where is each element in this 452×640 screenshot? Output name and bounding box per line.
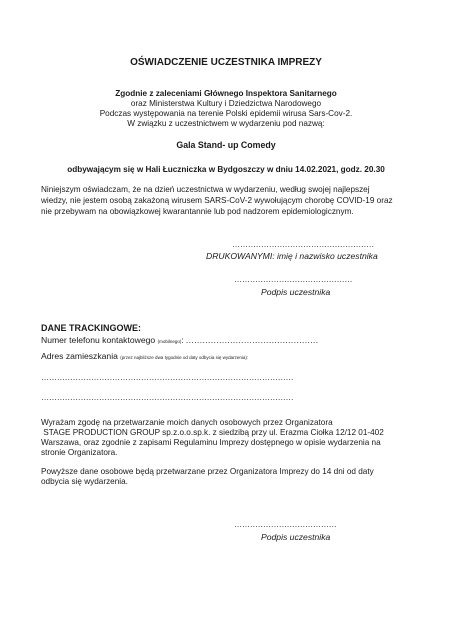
declaration-line-1: Niniejszym oświadczam, że na dzień uczestnictwa w wydarzeniu, według swojej najlepszej	[41, 185, 370, 194]
signature-label-1: Podpis uczestnika	[261, 287, 331, 297]
retention-line-1: Powyższe dane osobowe będą przetwarzane przez Organizatora Imprezy do 14 dni od daty	[41, 467, 374, 476]
intro-line-2: oraz Ministerstwa Kultury i Dziedzictwa Narodowego	[130, 99, 322, 108]
phone-row	[41, 335, 318, 345]
address-label: Adres zamieszkania	[41, 351, 118, 361]
event-name: Gala Stand- up Comedy	[176, 140, 276, 150]
address-field-line-1: ……………………………………………………………………………………	[41, 373, 294, 382]
declaration-line-3: nie przebywam na obowiązkowej kwarantannie lub pod nadzorem epidemiologicznym.	[41, 207, 354, 216]
name-signature-line: ………………………………………………	[232, 240, 374, 249]
consent-line-3: Warszawa, oraz zgodnie z zapisami Regulaminu Imprezy dostępnego w opisie wydarzenia na	[41, 438, 381, 447]
intro-line-3: Podczas występowania na terenie Polski epidemii wirusa Sars-Cov-2.	[99, 109, 353, 118]
signature-line-1: ………………………………………	[234, 275, 353, 284]
consent-line-2: STAGE PRODUCTION GROUP sp.z.o.o.sp.k. z siedzibą przy ul. Erazma Ciołka 12/12 01-402	[41, 428, 384, 437]
phone-field: : …………………………………………	[181, 335, 319, 345]
consent-line-1: Wyrażam zgodę na przetwarzanie moich danych osobowych przez Organizatora	[41, 418, 333, 427]
intro-line-1: Zgodnie z zaleceniami Głównego Inspektora Sanitarnego	[115, 89, 337, 98]
signature-label-2: Podpis uczestnika	[261, 532, 331, 542]
phone-label: Numer telefonu kontaktowego	[41, 335, 156, 345]
declaration-line-2: wiedzy, nie jestem osobą zakażoną wirusem SARS-CoV-2 wywołującym chorobę COVID-19 oraz	[41, 196, 393, 205]
address-hint: (przez najbliższe dwa tygodnie od daty odbycia się wydarzenia):	[120, 355, 249, 360]
address-row	[41, 351, 248, 361]
signature-line-2: …………………………………	[234, 520, 337, 529]
tracking-heading: DANE TRACKINGOWE:	[41, 323, 141, 333]
name-signature-label: DRUKOWANYMI: imię i nazwisko uczestnika	[206, 251, 378, 261]
retention-line-2: odbycia się wydarzenia.	[41, 477, 128, 486]
document-title: OŚWIADCZENIE UCZESTNIKA IMPREZY	[130, 57, 322, 68]
phone-hint: (mobilnego)	[157, 339, 182, 344]
intro-line-4: W związku z uczestnictwem w wydarzeniu pod nazwą:	[127, 119, 325, 128]
event-details: odbywającym się w Hali Łuczniczka w Bydgoszczy w dniu 14.02.2021, godz. 20.30	[67, 165, 385, 174]
address-field-line-2: ……………………………………………………………………………………	[41, 393, 294, 402]
consent-line-4: stronie Organizatora.	[41, 448, 118, 457]
